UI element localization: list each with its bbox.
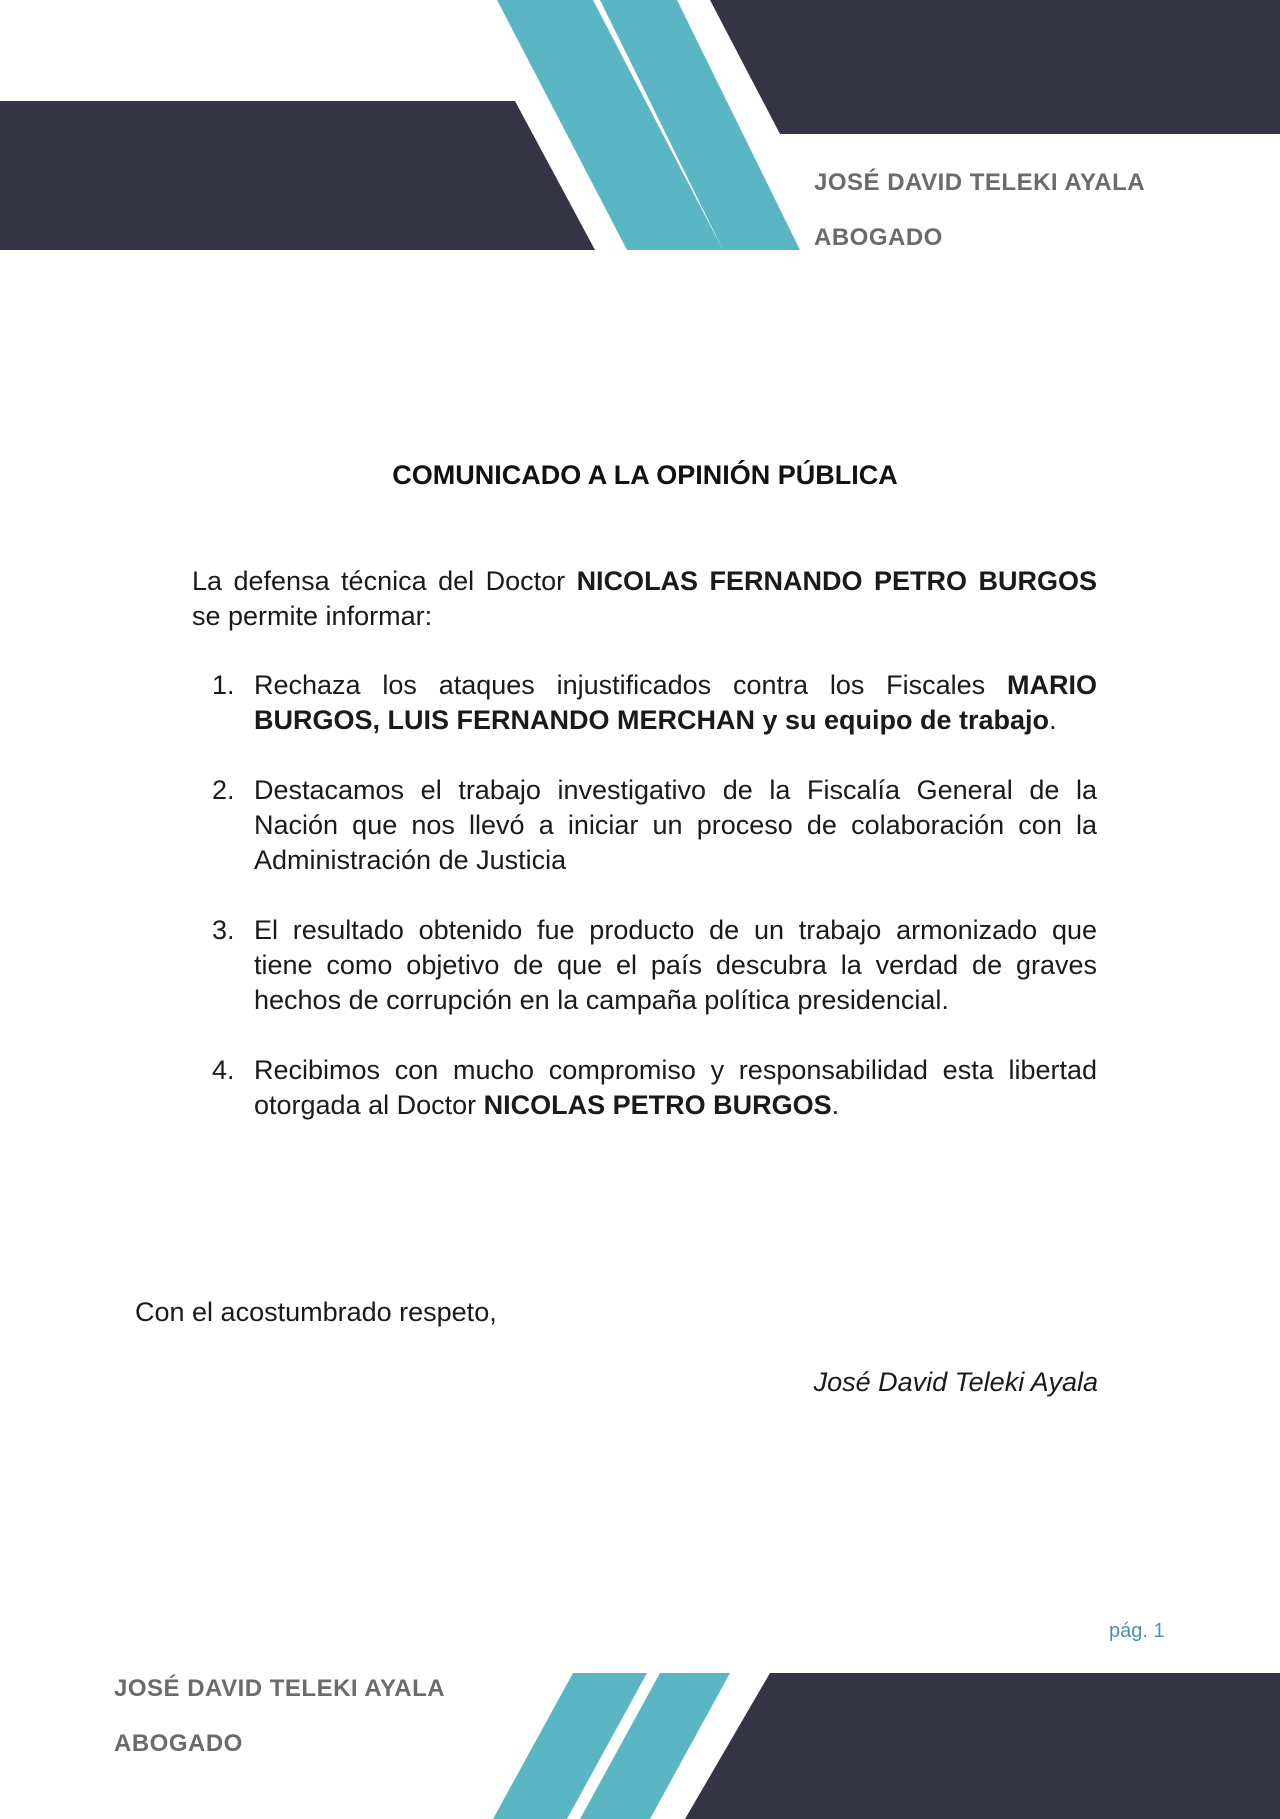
list-item-number: 4. bbox=[212, 1055, 235, 1085]
list-item bbox=[192, 1053, 1097, 1123]
header-dark-band-right bbox=[710, 0, 1280, 134]
intro-paragraph bbox=[192, 564, 1097, 634]
list-item-text: Rechaza los ataques injustificados contra los Fiscales bbox=[254, 670, 1007, 700]
list-item-text-end: . bbox=[1049, 705, 1057, 735]
intro-text-end: se permite informar: bbox=[192, 601, 433, 631]
closing-line: Con el acostumbrado respeto, bbox=[135, 1297, 497, 1327]
list-item bbox=[192, 668, 1097, 738]
header-lawyer-role: ABOGADO bbox=[814, 224, 943, 251]
footer-lawyer-role: ABOGADO bbox=[114, 1730, 243, 1757]
list-item bbox=[192, 773, 1097, 878]
header-dark-band-left bbox=[0, 101, 595, 250]
list-item-text: Recibimos con mucho compromiso y responsabilidad esta libertad otorgada al Doctor bbox=[254, 1055, 1097, 1120]
footer-lawyer-name: JOSÉ DAVID TELEKI AYALA bbox=[114, 1675, 446, 1702]
list-item bbox=[192, 913, 1097, 1018]
list-item-text: El resultado obtenido fue producto de un trabajo armonizado que tiene como objetivo de que el país descubra la verdad de graves hechos de corrupción en la campaña política presidencial. bbox=[254, 915, 1097, 1015]
list-item-number: 3. bbox=[212, 915, 235, 945]
list-item-bold: NICOLAS PETRO BURGOS bbox=[483, 1090, 832, 1120]
intro-bold-name: NICOLAS FERNANDO PETRO BURGOS bbox=[576, 566, 1097, 596]
header-lawyer-name: JOSÉ DAVID TELEKI AYALA bbox=[814, 169, 1146, 196]
footer-dark-band bbox=[685, 1673, 1280, 1819]
document-title: COMUNICADO A LA OPINIÓN PÚBLICA bbox=[392, 460, 898, 490]
list-item-number: 2. bbox=[212, 775, 235, 805]
page-number: pág. 1 bbox=[1109, 1620, 1165, 1642]
list-item-text: Destacamos el trabajo investigativo de la Fiscalía General de la Nación que nos llevó a iniciar un proceso de colaboración con la Administración de Justicia bbox=[254, 775, 1097, 875]
statement-list bbox=[192, 668, 1097, 1158]
list-item-number: 1. bbox=[212, 670, 235, 700]
list-item-bold: MARIO BURGOS, LUIS FERNANDO MERCHAN y su equipo de trabajo bbox=[254, 670, 1097, 735]
intro-text: La defensa técnica del Doctor bbox=[192, 566, 577, 596]
signature-name: José David Teleki Ayala bbox=[813, 1367, 1098, 1397]
list-item-text-end: . bbox=[831, 1090, 840, 1120]
